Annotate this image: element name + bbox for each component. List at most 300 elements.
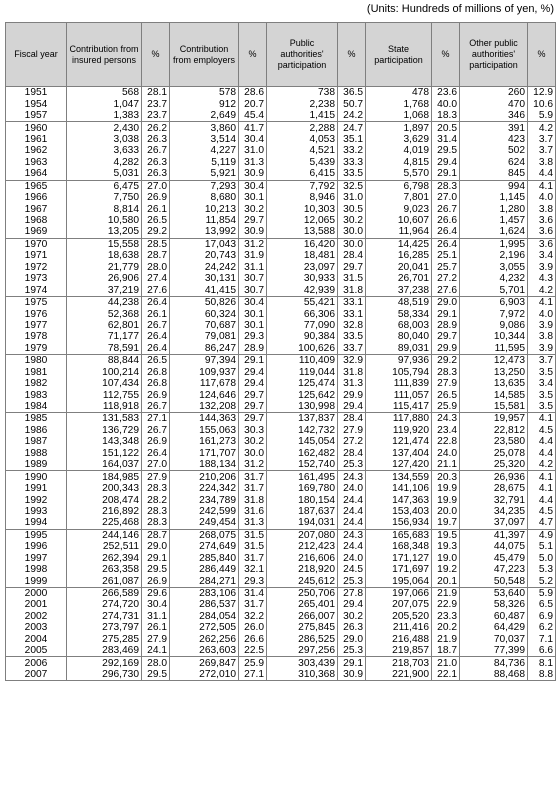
table-row	[6, 134, 556, 145]
cell-other-pct: 4.5	[528, 425, 556, 436]
cell-state: 37,238	[366, 284, 432, 296]
cell-insured-pct: 27.9	[142, 634, 170, 645]
cell-other: 25,078	[460, 448, 528, 459]
cell-other: 1,457	[460, 215, 528, 226]
cell-public-pct: 30.0	[338, 226, 366, 238]
cell-insured-pct: 26.7	[142, 425, 170, 436]
cell-other-pct: 3.6	[528, 215, 556, 226]
cell-other-pct: 6.9	[528, 611, 556, 622]
cell-employer-pct: 29.7	[239, 389, 267, 400]
cell-insured: 118,918	[67, 401, 142, 413]
cell-fiscal-year: 1969	[6, 226, 67, 238]
cell-fiscal-year: 2005	[6, 645, 67, 657]
cell-fiscal-year: 1998	[6, 564, 67, 575]
cell-fiscal-year: 1985	[6, 413, 67, 425]
cell-insured-pct: 29.5	[142, 564, 170, 575]
cell-public-pct: 25.3	[338, 575, 366, 587]
cell-state: 153,403	[366, 506, 432, 517]
cell-fiscal-year: 1954	[6, 98, 67, 109]
cell-employer: 24,242	[170, 262, 239, 273]
cell-employer: 269,847	[170, 657, 239, 669]
cell-other: 44,075	[460, 541, 528, 552]
cell-other-pct: 3.7	[528, 134, 556, 145]
cell-state: 5,570	[366, 168, 432, 180]
cell-employer-pct: 31.4	[239, 587, 267, 599]
cell-public-pct: 29.9	[338, 389, 366, 400]
cell-state-pct: 21.9	[432, 634, 460, 645]
cell-fiscal-year: 1960	[6, 122, 67, 134]
cell-public-pct: 33.7	[338, 343, 366, 355]
cell-employer-pct: 29.1	[239, 355, 267, 367]
cell-insured: 62,801	[67, 320, 142, 331]
cell-other: 23,580	[460, 436, 528, 447]
cell-other: 50,548	[460, 575, 528, 587]
cell-other: 34,235	[460, 506, 528, 517]
table-row	[6, 192, 556, 203]
cell-insured: 21,779	[67, 262, 142, 273]
cell-other: 346	[460, 110, 528, 122]
cell-insured-pct: 26.1	[142, 308, 170, 319]
cell-employer-pct: 27.1	[239, 669, 267, 681]
cell-public-pct: 32.8	[338, 320, 366, 331]
cell-other: 12,473	[460, 355, 528, 367]
cell-insured-pct: 27.4	[142, 273, 170, 284]
cell-state: 205,520	[366, 611, 432, 622]
cell-public-pct: 33.5	[338, 331, 366, 342]
cell-employer: 210,206	[170, 471, 239, 483]
cell-other-pct: 3.4	[528, 250, 556, 261]
cell-insured-pct: 26.4	[142, 343, 170, 355]
header-public-participation: Public authorities' participation	[267, 23, 338, 87]
cell-state-pct: 19.2	[432, 564, 460, 575]
cell-state: 119,920	[366, 425, 432, 436]
cell-other-pct: 5.2	[528, 575, 556, 587]
cell-public-pct: 24.5	[338, 564, 366, 575]
table-row	[6, 284, 556, 296]
cell-fiscal-year: 1970	[6, 238, 67, 250]
cell-other: 60,487	[460, 611, 528, 622]
cell-other: 5,701	[460, 284, 528, 296]
cell-public-pct: 24.3	[338, 529, 366, 541]
table-row	[6, 110, 556, 122]
cell-public-pct: 32.5	[338, 180, 366, 192]
cell-insured: 15,558	[67, 238, 142, 250]
table-row	[6, 483, 556, 494]
cell-fiscal-year: 1967	[6, 203, 67, 214]
cell-public-pct: 24.0	[338, 483, 366, 494]
table-row	[6, 506, 556, 517]
cell-state: 211,416	[366, 622, 432, 633]
cell-insured: 13,205	[67, 226, 142, 238]
cell-other: 45,479	[460, 553, 528, 564]
cell-state: 80,040	[366, 331, 432, 342]
cell-fiscal-year: 1957	[6, 110, 67, 122]
cell-insured-pct: 27.6	[142, 284, 170, 296]
cell-employer: 2,649	[170, 110, 239, 122]
cell-other: 14,585	[460, 389, 528, 400]
cell-insured: 131,583	[67, 413, 142, 425]
cell-insured: 4,282	[67, 157, 142, 168]
cell-insured-pct: 26.1	[142, 622, 170, 633]
cell-state-pct: 21.1	[432, 459, 460, 471]
cell-insured: 3,633	[67, 145, 142, 156]
cell-other-pct: 4.5	[528, 506, 556, 517]
cell-other-pct: 5.1	[528, 541, 556, 552]
cell-state-pct: 29.1	[432, 308, 460, 319]
cell-other: 502	[460, 145, 528, 156]
table-row	[6, 425, 556, 436]
cell-state-pct: 19.0	[432, 553, 460, 564]
cell-other-pct: 6.5	[528, 599, 556, 610]
cell-public: 130,998	[267, 401, 338, 413]
cell-fiscal-year: 2001	[6, 599, 67, 610]
cell-public-pct: 28.4	[338, 413, 366, 425]
cell-public: 137,837	[267, 413, 338, 425]
cell-insured: 244,146	[67, 529, 142, 541]
cell-other: 47,223	[460, 564, 528, 575]
cell-fiscal-year: 2006	[6, 657, 67, 669]
cell-state: 111,057	[366, 389, 432, 400]
cell-fiscal-year: 1971	[6, 250, 67, 261]
cell-employer-pct: 32.1	[239, 564, 267, 575]
cell-fiscal-year: 1988	[6, 448, 67, 459]
cell-state-pct: 29.4	[432, 157, 460, 168]
cell-employer-pct: 20.7	[239, 98, 267, 109]
cell-public: 8,946	[267, 192, 338, 203]
cell-insured: 37,219	[67, 284, 142, 296]
cell-public: 55,421	[267, 296, 338, 308]
cell-state: 121,474	[366, 436, 432, 447]
cell-employer-pct: 31.2	[239, 459, 267, 471]
cell-employer: 272,505	[170, 622, 239, 633]
cell-other: 6,903	[460, 296, 528, 308]
cell-insured-pct: 26.9	[142, 192, 170, 203]
cell-other: 10,344	[460, 331, 528, 342]
cell-state: 68,003	[366, 320, 432, 331]
cell-public: 216,606	[267, 553, 338, 564]
cell-insured: 136,729	[67, 425, 142, 436]
cell-fiscal-year: 1996	[6, 541, 67, 552]
cell-public: 207,080	[267, 529, 338, 541]
cell-other-pct: 12.9	[528, 87, 556, 99]
cell-state: 134,559	[366, 471, 432, 483]
cell-public: 42,939	[267, 284, 338, 296]
cell-employer: 60,324	[170, 308, 239, 319]
cell-fiscal-year: 1976	[6, 308, 67, 319]
cell-public: 100,626	[267, 343, 338, 355]
cell-public-pct: 29.1	[338, 657, 366, 669]
cell-employer-pct: 31.2	[239, 238, 267, 250]
cell-insured: 1,047	[67, 98, 142, 109]
cell-state-pct: 19.3	[432, 541, 460, 552]
cell-public: 275,845	[267, 622, 338, 633]
cell-state: 20,041	[366, 262, 432, 273]
cell-public: 194,031	[267, 517, 338, 529]
cell-public-pct: 24.3	[338, 471, 366, 483]
cell-employer-pct: 31.1	[239, 262, 267, 273]
cell-public: 5,439	[267, 157, 338, 168]
cell-other-pct: 3.5	[528, 367, 556, 378]
cell-state-pct: 26.4	[432, 238, 460, 250]
cell-state-pct: 29.0	[432, 296, 460, 308]
cell-state: 6,798	[366, 180, 432, 192]
cell-state-pct: 22.9	[432, 599, 460, 610]
cell-fiscal-year: 1990	[6, 471, 67, 483]
cell-fiscal-year: 1965	[6, 180, 67, 192]
cell-employer: 117,678	[170, 378, 239, 389]
table-row	[6, 157, 556, 168]
cell-state-pct: 23.3	[432, 611, 460, 622]
cell-other-pct: 7.1	[528, 634, 556, 645]
cell-employer-pct: 31.7	[239, 483, 267, 494]
cell-insured: 296,730	[67, 669, 142, 681]
table-row	[6, 448, 556, 459]
cell-other: 19,957	[460, 413, 528, 425]
cell-state-pct: 27.9	[432, 378, 460, 389]
cell-public: 10,303	[267, 203, 338, 214]
cell-employer-pct: 28.6	[239, 87, 267, 99]
cell-state: 58,334	[366, 308, 432, 319]
cell-fiscal-year: 1964	[6, 168, 67, 180]
table-row	[6, 331, 556, 342]
cell-state: 9,023	[366, 203, 432, 214]
cell-insured-pct: 26.3	[142, 168, 170, 180]
cell-fiscal-year: 1972	[6, 262, 67, 273]
cell-employer-pct: 30.9	[239, 168, 267, 180]
table-row	[6, 413, 556, 425]
cell-other-pct: 10.6	[528, 98, 556, 109]
cell-public: 125,642	[267, 389, 338, 400]
cell-state-pct: 19.7	[432, 517, 460, 529]
table-row	[6, 471, 556, 483]
cell-public-pct: 27.8	[338, 587, 366, 599]
cell-public-pct: 24.4	[338, 517, 366, 529]
cell-employer: 284,271	[170, 575, 239, 587]
cell-state: 115,417	[366, 401, 432, 413]
table-row	[6, 273, 556, 284]
cell-other: 53,640	[460, 587, 528, 599]
cell-other: 470	[460, 98, 528, 109]
cell-public: 286,525	[267, 634, 338, 645]
cell-public: 245,612	[267, 575, 338, 587]
cell-state-pct: 25.7	[432, 262, 460, 273]
cell-insured: 263,358	[67, 564, 142, 575]
cell-employer: 50,826	[170, 296, 239, 308]
cell-state-pct: 20.3	[432, 471, 460, 483]
cell-employer-pct: 30.9	[239, 226, 267, 238]
cell-public-pct: 33.2	[338, 145, 366, 156]
cell-other-pct: 4.0	[528, 192, 556, 203]
cell-insured: 266,589	[67, 587, 142, 599]
cell-public: 2,288	[267, 122, 338, 134]
cell-employer-pct: 30.1	[239, 192, 267, 203]
cell-insured-pct: 28.5	[142, 238, 170, 250]
cell-public: 13,588	[267, 226, 338, 238]
cell-insured: 107,434	[67, 378, 142, 389]
cell-state-pct: 19.5	[432, 529, 460, 541]
cell-other: 1,995	[460, 238, 528, 250]
cell-insured-pct: 26.7	[142, 145, 170, 156]
cell-public-pct: 27.2	[338, 436, 366, 447]
cell-public: 119,044	[267, 367, 338, 378]
contributions-table	[5, 22, 556, 681]
cell-state: 195,064	[366, 575, 432, 587]
cell-public-pct: 30.5	[338, 203, 366, 214]
cell-insured-pct: 31.1	[142, 611, 170, 622]
table-row	[6, 87, 556, 99]
cell-fiscal-year: 1997	[6, 553, 67, 564]
cell-other: 11,595	[460, 343, 528, 355]
cell-employer: 8,680	[170, 192, 239, 203]
cell-other-pct: 4.1	[528, 180, 556, 192]
cell-insured: 262,394	[67, 553, 142, 564]
cell-fiscal-year: 1977	[6, 320, 67, 331]
cell-insured-pct: 26.4	[142, 448, 170, 459]
cell-employer-pct: 31.5	[239, 541, 267, 552]
cell-state: 171,127	[366, 553, 432, 564]
cell-employer: 132,208	[170, 401, 239, 413]
cell-public-pct: 25.3	[338, 459, 366, 471]
cell-public-pct: 28.4	[338, 448, 366, 459]
cell-state: 16,285	[366, 250, 432, 261]
cell-insured: 88,844	[67, 355, 142, 367]
cell-other-pct: 3.6	[528, 226, 556, 238]
cell-state-pct: 28.9	[432, 320, 460, 331]
table-row	[6, 553, 556, 564]
cell-fiscal-year: 1966	[6, 192, 67, 203]
cell-other: 70,037	[460, 634, 528, 645]
table-row	[6, 587, 556, 599]
cell-public-pct: 31.8	[338, 367, 366, 378]
cell-insured: 71,177	[67, 331, 142, 342]
cell-employer-pct: 31.9	[239, 250, 267, 261]
cell-employer-pct: 30.3	[239, 425, 267, 436]
cell-insured: 112,755	[67, 389, 142, 400]
table-row	[6, 634, 556, 645]
cell-employer-pct: 30.7	[239, 273, 267, 284]
cell-insured: 18,638	[67, 250, 142, 261]
cell-other-pct: 4.4	[528, 494, 556, 505]
cell-employer: 242,599	[170, 506, 239, 517]
table-row	[6, 669, 556, 681]
cell-insured-pct: 26.9	[142, 575, 170, 587]
cell-public: 303,439	[267, 657, 338, 669]
cell-other: 1,280	[460, 203, 528, 214]
cell-other-pct: 5.0	[528, 553, 556, 564]
cell-employer: 268,075	[170, 529, 239, 541]
cell-public: 169,780	[267, 483, 338, 494]
cell-other: 1,624	[460, 226, 528, 238]
cell-insured-pct: 26.3	[142, 157, 170, 168]
cell-insured: 568	[67, 87, 142, 99]
cell-public: 265,401	[267, 599, 338, 610]
cell-insured: 208,474	[67, 494, 142, 505]
cell-employer-pct: 29.4	[239, 378, 267, 389]
cell-fiscal-year: 1951	[6, 87, 67, 99]
cell-other-pct: 3.9	[528, 320, 556, 331]
cell-employer-pct: 22.5	[239, 645, 267, 657]
cell-other: 845	[460, 168, 528, 180]
cell-state: 127,420	[366, 459, 432, 471]
cell-insured-pct: 28.3	[142, 517, 170, 529]
cell-employer: 20,743	[170, 250, 239, 261]
cell-other: 22,812	[460, 425, 528, 436]
cell-insured: 5,031	[67, 168, 142, 180]
cell-state-pct: 25.1	[432, 250, 460, 261]
cell-employer: 5,921	[170, 168, 239, 180]
cell-state-pct: 26.7	[432, 203, 460, 214]
cell-other: 624	[460, 157, 528, 168]
cell-public: 212,423	[267, 541, 338, 552]
cell-other: 9,086	[460, 320, 528, 331]
cell-employer-pct: 32.2	[239, 611, 267, 622]
cell-state: 165,683	[366, 529, 432, 541]
cell-other-pct: 5.9	[528, 587, 556, 599]
cell-public-pct: 35.1	[338, 134, 366, 145]
cell-employer: 283,106	[170, 587, 239, 599]
cell-employer: 7,293	[170, 180, 239, 192]
cell-insured-pct: 30.4	[142, 599, 170, 610]
table-body	[6, 87, 556, 681]
cell-fiscal-year: 1986	[6, 425, 67, 436]
cell-insured: 164,037	[67, 459, 142, 471]
cell-public-pct: 24.4	[338, 541, 366, 552]
cell-fiscal-year: 1981	[6, 367, 67, 378]
header-state-percent: %	[432, 23, 460, 87]
cell-other: 15,581	[460, 401, 528, 413]
cell-insured-pct: 28.3	[142, 506, 170, 517]
cell-insured-pct: 28.1	[142, 87, 170, 99]
cell-other-pct: 4.0	[528, 308, 556, 319]
cell-fiscal-year: 1982	[6, 378, 67, 389]
cell-other-pct: 3.5	[528, 389, 556, 400]
cell-public: 161,495	[267, 471, 338, 483]
cell-employer-pct: 30.1	[239, 308, 267, 319]
cell-employer: 171,707	[170, 448, 239, 459]
cell-state: 171,697	[366, 564, 432, 575]
cell-employer: 234,789	[170, 494, 239, 505]
cell-employer-pct: 30.4	[239, 180, 267, 192]
cell-state: 207,075	[366, 599, 432, 610]
cell-employer-pct: 31.3	[239, 157, 267, 168]
cell-employer: 912	[170, 98, 239, 109]
cell-other: 1,145	[460, 192, 528, 203]
cell-public: 4,521	[267, 145, 338, 156]
cell-fiscal-year: 2004	[6, 634, 67, 645]
cell-state: 1,068	[366, 110, 432, 122]
cell-public-pct: 31.3	[338, 378, 366, 389]
cell-employer-pct: 30.7	[239, 284, 267, 296]
cell-other: 260	[460, 87, 528, 99]
cell-public-pct: 24.4	[338, 506, 366, 517]
cell-insured-pct: 26.7	[142, 401, 170, 413]
cell-state: 117,880	[366, 413, 432, 425]
cell-employer: 109,937	[170, 367, 239, 378]
table-row	[6, 308, 556, 319]
cell-public-pct: 30.9	[338, 669, 366, 681]
cell-employer: 188,134	[170, 459, 239, 471]
cell-public: 110,409	[267, 355, 338, 367]
cell-employer-pct: 29.4	[239, 367, 267, 378]
cell-public-pct: 30.2	[338, 215, 366, 226]
cell-fiscal-year: 1978	[6, 331, 67, 342]
cell-public-pct: 31.5	[338, 273, 366, 284]
cell-insured-pct: 26.9	[142, 436, 170, 447]
cell-other-pct: 8.1	[528, 657, 556, 669]
cell-public-pct: 25.3	[338, 645, 366, 657]
cell-employer-pct: 30.0	[239, 448, 267, 459]
cell-state: 137,404	[366, 448, 432, 459]
